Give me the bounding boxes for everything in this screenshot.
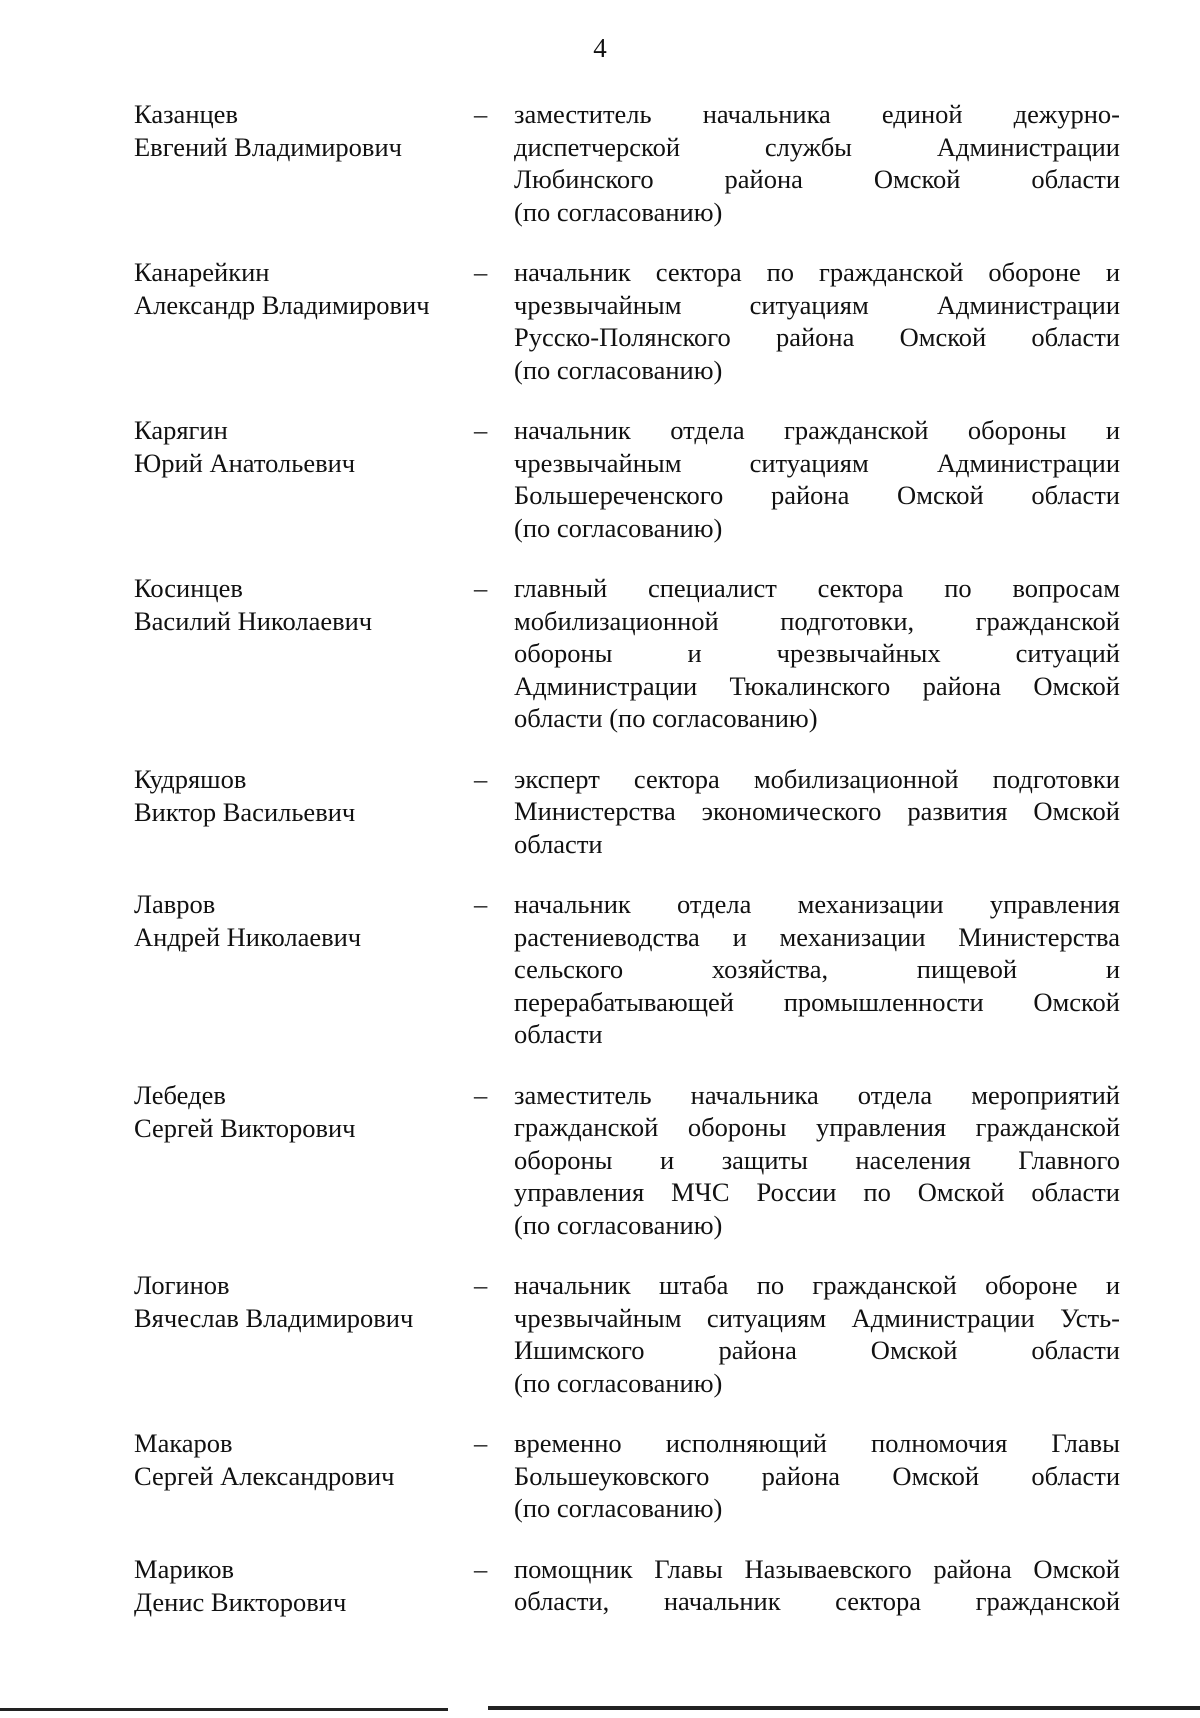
member-surname: Мариков	[134, 1553, 235, 1584]
position-line: начальник штаба по гражданской обороне и	[514, 1270, 1120, 1300]
position-line: чрезвычайным ситуациям Администрации Усть-	[514, 1302, 1120, 1333]
position-line: Администрации Тюкалинского района Омской	[514, 670, 1120, 701]
position-line: обороны и защиты населения Главного	[514, 1144, 1120, 1175]
entry-dash: –	[474, 889, 488, 919]
member-name	[134, 1269, 474, 1335]
position-line: мобилизационной подготовки, гражданской	[514, 605, 1120, 636]
position-line: начальник сектора по гражданской обороне и	[514, 257, 1120, 287]
member-entry	[134, 888, 1120, 1051]
member-entry	[134, 572, 1120, 735]
member-name	[134, 763, 474, 829]
member-given-names: Юрий Анатольевич	[134, 448, 356, 478]
position-line: Ишимского района Омской области	[514, 1335, 1120, 1365]
member-surname: Логинов	[134, 1270, 230, 1300]
position-line: (по согласованию)	[514, 1209, 723, 1240]
member-name	[134, 888, 474, 954]
position-line: гражданской обороны управления гражданской	[514, 1112, 1120, 1142]
member-surname: Макаров	[134, 1428, 233, 1458]
member-given-names: Александр Владимирович	[134, 290, 430, 320]
entry-dash: –	[474, 1270, 488, 1300]
member-entry	[134, 256, 1120, 386]
member-entry	[134, 1269, 1120, 1399]
member-surname: Казанцев	[134, 99, 238, 129]
member-given-names: Денис Викторович	[134, 1586, 347, 1617]
entry-dash: –	[474, 1553, 488, 1584]
position-line: области	[514, 1019, 603, 1049]
member-surname: Кудряшов	[134, 763, 247, 794]
position-line: Министерства экономического развития Омской	[514, 796, 1120, 826]
member-position	[514, 888, 1120, 1051]
member-name	[134, 98, 474, 164]
position-line: диспетчерской службы Администрации	[514, 131, 1120, 162]
member-entry	[134, 1079, 1120, 1242]
position-line: начальник отдела механизации управления	[514, 889, 1120, 919]
member-position	[514, 763, 1120, 861]
member-surname: Канарейкин	[134, 257, 270, 287]
member-surname: Лавров	[134, 889, 216, 919]
member-position	[514, 1269, 1120, 1399]
position-line: Любинского района Омской области	[514, 164, 1120, 194]
position-line: растениеводства и механизации Министерства	[514, 921, 1120, 952]
position-line: (по согласованию)	[514, 512, 723, 543]
position-line: Большереченского района Омской области	[514, 480, 1120, 510]
entry-dash: –	[474, 1079, 488, 1110]
position-line: начальник отдела гражданской обороны и	[514, 415, 1120, 445]
position-line: (по согласованию)	[514, 1493, 723, 1523]
position-line: чрезвычайным ситуациям Администрации	[514, 289, 1120, 320]
member-given-names: Сергей Александрович	[134, 1461, 395, 1491]
member-given-names: Сергей Викторович	[134, 1112, 356, 1143]
member-entry	[134, 1427, 1120, 1525]
position-line: заместитель начальника единой дежурно-	[514, 99, 1120, 129]
position-line: обороны и чрезвычайных ситуаций	[514, 638, 1120, 668]
page-number: 4	[593, 33, 607, 63]
position-line: сельского хозяйства, пищевой и	[514, 954, 1120, 984]
position-line: главный специалист сектора по вопросам	[514, 573, 1120, 603]
entry-dash: –	[474, 415, 488, 445]
position-line: Большеуковского района Омской области	[514, 1460, 1120, 1491]
position-line: (по согласованию)	[514, 1367, 723, 1398]
member-position	[514, 98, 1120, 228]
entry-dash: –	[474, 99, 488, 129]
position-line: помощник Главы Называевского района Омской	[514, 1553, 1120, 1584]
member-name	[134, 256, 474, 322]
member-entry	[134, 98, 1120, 228]
member-position	[514, 1427, 1120, 1525]
member-surname: Косинцев	[134, 573, 243, 603]
member-list	[134, 98, 1120, 1647]
position-line: перерабатывающей промышленности Омской	[514, 986, 1120, 1017]
member-given-names: Евгений Владимирович	[134, 132, 402, 162]
position-line: области	[514, 828, 603, 859]
member-name	[134, 414, 474, 480]
member-surname: Лебедев	[134, 1079, 226, 1110]
member-position	[514, 1079, 1120, 1242]
entry-dash: –	[474, 1428, 488, 1458]
member-entry	[134, 1553, 1120, 1619]
entry-dash: –	[474, 573, 488, 603]
position-line: области (по согласованию)	[514, 703, 818, 733]
position-line: заместитель начальника отдела мероприятий	[514, 1079, 1120, 1110]
member-given-names: Вячеслав Владимирович	[134, 1303, 414, 1333]
entry-dash: –	[474, 763, 488, 794]
member-name	[134, 1553, 474, 1619]
member-position	[514, 256, 1120, 386]
member-entry	[134, 763, 1120, 861]
member-entry	[134, 414, 1120, 544]
member-given-names: Василий Николаевич	[134, 606, 373, 636]
position-line: временно исполняющий полномочия Главы	[514, 1428, 1120, 1458]
member-given-names: Андрей Николаевич	[134, 922, 362, 952]
entry-dash: –	[474, 257, 488, 287]
position-line: (по согласованию)	[514, 196, 723, 227]
member-name	[134, 1079, 474, 1145]
bottom-scan-edge-left	[0, 1708, 448, 1711]
member-position	[514, 1553, 1120, 1618]
position-line: (по согласованию)	[514, 354, 723, 385]
member-surname: Карягин	[134, 415, 228, 445]
member-position	[514, 572, 1120, 735]
position-line: чрезвычайным ситуациям Администрации	[514, 447, 1120, 478]
position-line: эксперт сектора мобилизационной подготовки	[514, 763, 1120, 794]
position-line: управления МЧС России по Омской области	[514, 1177, 1120, 1207]
position-line: Русско-Полянского района Омской области	[514, 322, 1120, 352]
member-given-names: Виктор Васильевич	[134, 796, 356, 827]
bottom-scan-edge-right	[488, 1706, 1200, 1710]
position-line: области, начальник сектора гражданской	[514, 1586, 1120, 1616]
member-name	[134, 572, 474, 638]
member-name	[134, 1427, 474, 1493]
member-position	[514, 414, 1120, 544]
